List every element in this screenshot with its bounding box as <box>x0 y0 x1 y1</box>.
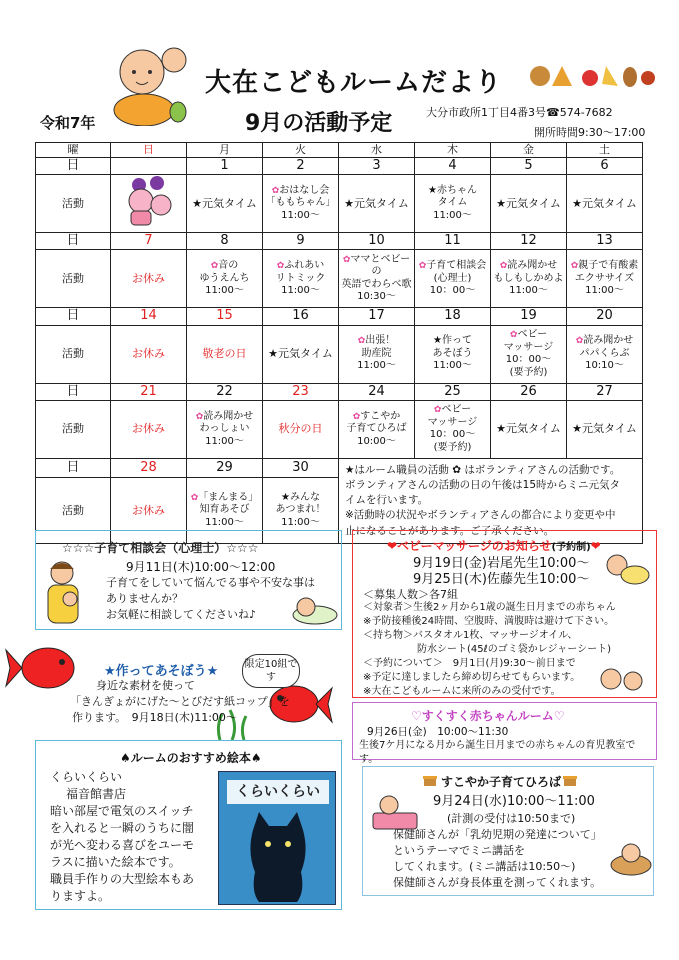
calendar-date: 8 <box>187 233 263 250</box>
activity-text <box>264 185 337 198</box>
date-row-label: 日 <box>36 458 111 478</box>
activity-text <box>340 335 413 348</box>
activity-text: 11:00～ <box>357 360 396 372</box>
activity-title: 音の <box>218 260 239 271</box>
flower-icon: ✿ <box>195 411 204 422</box>
weekday-header: 土 <box>567 143 643 158</box>
book-line-5: ラスに描いた絵本です。 <box>50 855 181 869</box>
activity-text: わっしょい <box>199 423 250 434</box>
activity-text <box>416 404 489 417</box>
calendar-activity <box>339 175 415 233</box>
massage-line-6: 防水シート(45ℓのゴミ袋かレジャーシート) <box>417 644 612 655</box>
activity-text: (心理士) <box>433 272 472 284</box>
calendar-activity <box>415 400 491 458</box>
activity-text: ★元気タイム <box>344 196 409 210</box>
weekday-header: 月 <box>187 143 263 158</box>
calendar-date: 7 <box>111 233 187 250</box>
activity-text: 10：00～ <box>429 285 476 296</box>
calendar-activity <box>111 250 187 308</box>
flower-icon: ✿ <box>509 330 518 340</box>
activity-title: 読み聞かせ <box>507 260 558 271</box>
activity-title: 子育て相談会 <box>426 260 487 271</box>
dow-label: 曜 <box>36 143 111 158</box>
calendar-date: 21 <box>111 383 187 400</box>
activity-text: 知育あそび <box>199 504 250 516</box>
activity-text: 11:00～ <box>205 516 244 528</box>
note-line: ボランティアさんの活動の日の午後は15時からミニ元気タ <box>345 478 621 491</box>
mother-baby-illustration <box>40 559 90 627</box>
calendar-date: 16 <box>263 308 339 325</box>
calendar-date: 12 <box>491 233 567 250</box>
activity-text: 秋分の日 <box>278 422 323 436</box>
activity-text: タイム <box>437 197 468 209</box>
calendar-date: 20 <box>567 308 643 325</box>
flower-icon: ✿ <box>433 405 442 416</box>
activity-row-label: 活動 <box>36 325 111 383</box>
plaza-line-1: (計測の受付は10:50まで) <box>447 812 576 825</box>
autumn-leaves-decoration <box>528 62 658 90</box>
activity-text: 11:00～ <box>433 209 472 221</box>
weekday-header: 火 <box>263 143 339 158</box>
activity-row-label: 活動 <box>36 400 111 458</box>
baby-room-line-0: 9月26日(金) 10:00～11:30 <box>367 726 509 738</box>
massage-line-3: ＜対象者＞生後2ヶ月から1歳の誕生日月までの赤ちゃん <box>363 602 616 613</box>
activity-text: ゆうえんち <box>199 272 250 284</box>
massage-line-2: ＜募集人数＞各7組 <box>363 588 458 601</box>
calendar-activity <box>415 175 491 233</box>
baby-room-heading: ♡すくすく赤ちゃんルーム♡ <box>411 709 565 723</box>
activity-text: ★元気タイム <box>496 422 561 436</box>
activity-text: パパくらぶ <box>579 347 630 359</box>
activity-title: おはなし会 <box>279 184 330 196</box>
calendar-date: 27 <box>567 383 643 400</box>
book-line-2: 暗い部屋で電気のスイッチ <box>50 804 194 818</box>
activity-title: ベビー <box>517 329 548 340</box>
counsel-line-2: ありませんか？ <box>106 592 183 605</box>
activity-title: すこやか <box>360 410 401 422</box>
calendar-activity <box>491 400 567 458</box>
activity-text: 11:00～ <box>205 285 244 296</box>
weekday-header: 水 <box>339 143 415 158</box>
activity-text: ★元気タイム <box>572 422 637 436</box>
calendar-date: 1 <box>187 157 263 174</box>
counsel-heading: ☆☆☆子育て相談会（心理士）☆☆☆ <box>62 541 259 555</box>
activity-text <box>416 260 489 273</box>
calendar-date: 3 <box>339 157 415 174</box>
calendar-date: 4 <box>415 157 491 174</box>
calendar-activity <box>263 250 339 308</box>
note-line: ※活動時の状況やボランティアさんの都合により変更や中 <box>345 509 616 522</box>
address-text: 大分市政所1丁目4番3号☎574-7682 <box>426 106 613 119</box>
massage-line-5: ＜持ち物＞バスタオル1枚、マッサージオイル、 <box>363 630 578 641</box>
activity-title: ふれあい <box>284 260 325 271</box>
calendar-activity <box>567 400 643 458</box>
flower-icon: ✿ <box>276 261 285 271</box>
activity-text <box>492 260 565 273</box>
activity-text: あつまれ！ <box>275 504 326 516</box>
baby-sitting-illustration <box>597 665 647 697</box>
weekday-header: 日 <box>111 143 187 158</box>
activity-text: 11:00～ <box>205 435 244 447</box>
activity-row-label: 活動 <box>36 478 111 544</box>
calendar-activity <box>187 325 263 383</box>
calendar-activity <box>263 325 339 383</box>
activity-text: マッサージ <box>503 341 554 353</box>
calendar-date: 17 <box>339 308 415 325</box>
calendar-activity <box>187 175 263 233</box>
note-line: イムを行います。 <box>345 494 429 507</box>
activity-text: 10:30～ <box>357 291 396 303</box>
activity-text <box>568 335 641 348</box>
activity-text: リトミック <box>275 272 326 284</box>
flower-icon: ✿ <box>342 254 351 265</box>
calendar-date: 30 <box>263 458 339 478</box>
activity-title: ママとベビーの <box>350 253 411 278</box>
activity-text: 敬老の日 <box>202 347 247 361</box>
date-row-label: 日 <box>36 157 111 174</box>
flower-icon: ✿ <box>570 261 579 271</box>
calendar-activity <box>567 175 643 233</box>
calendar-date: 10 <box>339 233 415 250</box>
activity-text: お休み <box>132 271 165 285</box>
book-line-3: を入れると一瞬のうちに闇 <box>50 821 195 835</box>
flower-icon: ✿ <box>499 261 508 271</box>
plaza-line-5: 保健師さんが身長体重を測ってくれます。 <box>393 876 602 889</box>
activity-text: お休み <box>132 347 165 361</box>
craft-line-2: 作ります。 9月18日(木)11:00～ <box>72 711 237 724</box>
activity-text: 10：00～ <box>505 354 552 365</box>
flower-icon: ✿ <box>357 336 366 347</box>
activity-text: ★みんな <box>281 491 320 503</box>
activity-text: 11:00～ <box>281 285 320 296</box>
massage-line-9: ※大在こどもルームに来所のみの受付です。 <box>363 686 561 697</box>
massage-line-4: ※予防接種後24時間、空腹時、満腹時は避けて下さい。 <box>363 616 615 627</box>
calendar-activity <box>415 250 491 308</box>
craft-line-0: 身近な素材を使って <box>96 679 195 692</box>
activity-text: 子育てひろば <box>346 423 407 434</box>
activity-text: 11:00～ <box>433 360 472 372</box>
plaza-line-3: というテーマでミニ講話を <box>393 844 525 857</box>
calendar-date: 13 <box>567 233 643 250</box>
activity-text: 11:00～ <box>509 285 548 296</box>
activity-text <box>188 260 261 273</box>
book-line-7: りますよ。 <box>50 889 111 903</box>
activity-text: 助産院 <box>361 347 392 359</box>
gift-icon <box>423 773 437 787</box>
massage-heading-text: ❤ベビーマッサージのお知らせ <box>387 539 552 553</box>
activity-text: お休み <box>132 422 165 436</box>
activity-text: エクササイズ <box>574 272 635 284</box>
calendar-date: 22 <box>187 383 263 400</box>
note-line: 止になることがあります。ご了承ください。 <box>345 524 555 537</box>
massage-heading: ❤ベビーマッサージのお知らせ(予約制)❤ <box>387 539 601 553</box>
activity-text: 英語でわらべ歌 <box>341 278 412 290</box>
counsel-line-1: 子育てをしていて悩んでる事や不安な事は <box>106 576 315 589</box>
counsel-line-0: 9月11日(木)10:00～12:00 <box>126 560 276 574</box>
flower-icon: ✿ <box>271 185 280 196</box>
calendar-date: 29 <box>187 458 263 478</box>
craft-line-1: 「きんぎょがにげた～とびだす紙コップ」を <box>70 695 290 708</box>
activity-text: 11:00～ <box>281 516 320 528</box>
calendar-activity <box>111 325 187 383</box>
book-line-1: 福音館書店 <box>66 787 127 801</box>
activity-text: ★作って <box>433 335 472 347</box>
massage-reservation-tag: (予約制) <box>551 542 591 553</box>
calendar-date <box>111 157 187 174</box>
activity-text: 10：00～ <box>429 429 476 441</box>
book-line-0: くらいくらい <box>50 770 123 784</box>
activity-row-label: 活動 <box>36 175 111 233</box>
sleeping-baby-illustration <box>292 589 338 625</box>
massage-line-8: ※予定に達しましたら締め切らせてもらいます。 <box>363 672 581 683</box>
counsel-section <box>35 530 342 630</box>
calendar-activity <box>339 400 415 458</box>
activity-text <box>264 260 337 273</box>
calendar-date: 25 <box>415 383 491 400</box>
health-plaza-section <box>362 766 654 896</box>
plaza-line-2: 保健師さんが「乳幼児期の発達について」 <box>393 828 602 841</box>
calendar-activity <box>111 175 187 233</box>
activity-text: ★元気タイム <box>268 347 333 361</box>
activity-text <box>340 411 413 424</box>
plaza-line-4: してくれます。(ミニ講話は10:50～) <box>393 860 576 873</box>
calendar-date: 26 <box>491 383 567 400</box>
calendar-activity <box>111 400 187 458</box>
calendar-activity <box>491 175 567 233</box>
activity-text: ★元気タイム <box>192 196 257 210</box>
calendar-activity <box>339 325 415 383</box>
date-row-label: 日 <box>36 383 111 400</box>
book-heading: ♠ルームのおすすめ絵本♠ <box>120 751 262 765</box>
flower-icon: ✿ <box>210 261 219 271</box>
calendar-activity <box>263 175 339 233</box>
gift-icon <box>563 773 577 787</box>
book-cover-title: くらいくらい <box>227 780 329 804</box>
baby-room-line-1: 生後7ケ月になる月から誕生日月までの赤ちゃんの育児教室です。 <box>359 740 636 765</box>
date-row-label: 日 <box>36 308 111 325</box>
opening-hours: 開所時間9:30～17:00 <box>534 126 646 139</box>
craft-limit-badge: 限定10組です <box>242 654 300 688</box>
calendar-activity <box>263 400 339 458</box>
counsel-line-3: お気軽に相談してくださいね♪ <box>106 608 257 621</box>
calendar-activity <box>339 250 415 308</box>
page-subtitle: 9月の活動予定 <box>245 111 393 136</box>
calendar-date: 11 <box>415 233 491 250</box>
book-line-4: が光へ変わる喜びをユーモ <box>50 838 195 852</box>
monk-mascot-illustration <box>112 42 198 126</box>
activity-title: 親子で有酸素 <box>578 260 639 271</box>
activity-text: もしもしかめよ <box>493 272 564 284</box>
activity-text <box>492 329 565 342</box>
calendar-activity <box>187 400 263 458</box>
calendar-date: 6 <box>567 157 643 174</box>
calendar-date: 2 <box>263 157 339 174</box>
activity-text <box>188 492 261 505</box>
calendar-activity <box>567 250 643 308</box>
era-label: 令和7年 <box>40 114 96 132</box>
calendar-date: 23 <box>263 383 339 400</box>
activity-text <box>188 411 261 424</box>
baby-massage-section <box>352 530 657 698</box>
activity-title: ベビー <box>441 404 472 416</box>
baby-crawling-illustration <box>603 551 651 587</box>
activity-text: ★元気タイム <box>572 196 637 210</box>
calendar-activity <box>491 325 567 383</box>
activity-text: 10:00～ <box>357 435 396 447</box>
picture-book-section <box>35 740 342 910</box>
activity-calendar <box>35 142 643 544</box>
activity-title: 「まんまる」 <box>198 491 259 503</box>
activity-text <box>568 260 641 273</box>
flower-icon: ✿ <box>575 336 584 347</box>
massage-line-0: 9月19日(金)岩尾先生10:00～ <box>413 556 590 571</box>
activity-title: 読み聞かせ <box>583 335 634 347</box>
activity-text: ★元気タイム <box>496 196 561 210</box>
activity-row-label: 活動 <box>36 250 111 308</box>
calendar-date: 19 <box>491 308 567 325</box>
activity-text: (要予約) <box>433 441 472 453</box>
goldfish-left-illustration <box>4 640 84 696</box>
calendar-activity <box>491 250 567 308</box>
calendar-activity <box>187 250 263 308</box>
activity-text: 11:00～ <box>585 285 624 296</box>
page-title: 大在こどもルームだより <box>205 68 503 98</box>
baby-room-section <box>352 702 657 765</box>
activity-text <box>340 254 413 279</box>
massage-line-7: ＜予約について＞ 9月1日(月)9:30～前日まで <box>363 658 576 669</box>
activity-text: マッサージ <box>427 416 478 428</box>
book-line-6: 職員手作りの大型絵本もあ <box>50 872 195 886</box>
plaza-heading: すこやか子育てひろば <box>441 775 562 789</box>
calendar-date: 14 <box>111 308 187 325</box>
calendar-date: 18 <box>415 308 491 325</box>
calendar-date: 28 <box>111 458 187 478</box>
calendar-activity <box>415 325 491 383</box>
activity-text: (要予約) <box>509 366 548 378</box>
calendar-date: 24 <box>339 383 415 400</box>
flower-icon: ✿ <box>190 492 199 503</box>
activity-title: 出張！ <box>365 335 396 347</box>
book-cover-image <box>218 771 336 905</box>
craft-heading: ★作ってあそぼう★ <box>104 664 219 679</box>
massage-line-1: 9月25日(木)佐藤先生10:00～ <box>413 572 590 587</box>
calendar-date: 5 <box>491 157 567 174</box>
calendar-date: 9 <box>263 233 339 250</box>
activity-text: 11:00～ <box>281 209 320 221</box>
activity-text: 「ももちゃん」 <box>265 197 336 209</box>
bear-mascot-illustration <box>121 175 177 227</box>
black-cat-illustration <box>243 812 313 902</box>
flower-icon: ✿ <box>418 261 427 271</box>
note-line: ★はルーム職員の活動 ✿ はボランティアさんの活動です。 <box>345 463 621 476</box>
activity-text: あそぼう <box>432 347 473 359</box>
activity-title: 読み聞かせ <box>203 410 254 422</box>
flower-icon: ✿ <box>352 411 361 422</box>
weekday-header: 木 <box>415 143 491 158</box>
activity-text: 10:10～ <box>585 360 624 372</box>
calendar-date: 15 <box>187 308 263 325</box>
activity-text: ★赤ちゃん <box>428 184 477 196</box>
activity-text: お休み <box>132 503 165 517</box>
plaza-line-0: 9月24日(水)10:00～11:00 <box>433 794 595 809</box>
baby-basket-illustration <box>609 837 653 877</box>
calendar-activity <box>567 325 643 383</box>
date-row-label: 日 <box>36 233 111 250</box>
weekday-header: 金 <box>491 143 567 158</box>
